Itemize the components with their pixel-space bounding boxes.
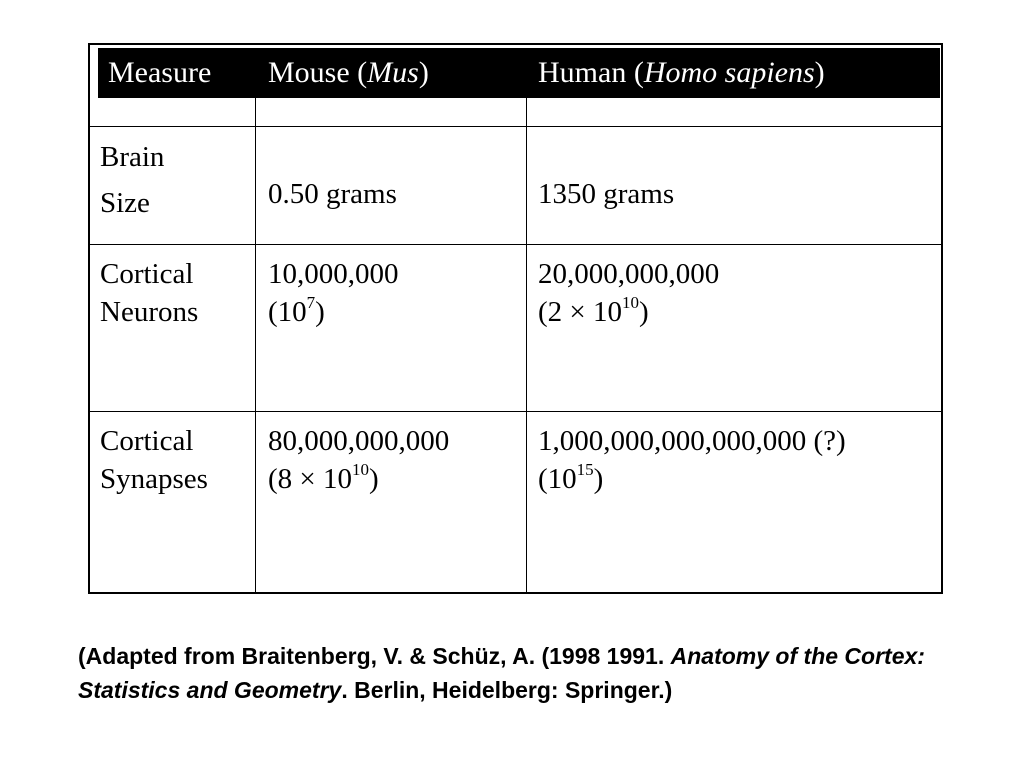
sci-close: ) — [315, 296, 325, 328]
row-cortical-synapses-mouse — [268, 422, 449, 498]
column-divider — [526, 98, 527, 593]
row-cortical-neurons-human — [538, 255, 719, 331]
header-human-prefix: Human ( — [538, 56, 644, 89]
row-divider — [89, 244, 941, 245]
header-human — [538, 56, 825, 90]
row-cortical-synapses-measure — [100, 422, 208, 498]
human-value: 1,000,000,000,000,000 (?) — [538, 425, 846, 457]
measure-line2: Neurons — [100, 296, 199, 328]
sci-exponent: 10 — [622, 293, 640, 313]
header-mouse-species: Mus — [367, 56, 419, 89]
sci-base: (10 — [538, 463, 577, 495]
human-sci-notation — [538, 460, 846, 498]
human-value: 20,000,000,000 — [538, 258, 720, 290]
row-divider — [89, 126, 941, 127]
column-divider — [255, 98, 256, 593]
header-human-suffix: ) — [814, 56, 825, 89]
sci-close: ) — [639, 296, 649, 328]
sci-close: ) — [369, 463, 379, 495]
header-mouse-suffix: ) — [418, 56, 429, 89]
citation-publisher: . Berlin, Heidelberg: Springer.) — [341, 677, 673, 703]
human-value: 1350 grams — [538, 178, 675, 210]
mouse-value: 10,000,000 — [268, 258, 399, 290]
row-cortical-neurons-measure — [100, 255, 198, 331]
human-sci-notation — [538, 293, 719, 331]
header-human-species: Homo sapiens — [643, 56, 815, 89]
row-cortical-synapses-human — [538, 422, 846, 498]
row-brain-size-mouse — [268, 175, 397, 213]
measure-line2: Size — [100, 187, 150, 219]
measure-line1: Cortical — [100, 425, 194, 457]
header-measure-label: Measure — [108, 56, 212, 89]
sci-exponent: 15 — [576, 460, 594, 480]
header-mouse — [268, 56, 429, 90]
citation-text — [78, 639, 988, 707]
mouse-value: 0.50 grams — [268, 178, 397, 210]
row-brain-size-human — [538, 175, 674, 213]
row-brain-size-measure — [100, 138, 164, 222]
sci-base: (8 × 10 — [268, 463, 353, 495]
citation-book-title: Anatomy of the Cortex: Statistics and Geometry — [78, 643, 925, 703]
row-cortical-neurons-mouse — [268, 255, 399, 331]
measure-line1: Brain — [100, 141, 165, 173]
measure-line2: Synapses — [100, 463, 208, 495]
measure-line1: Cortical — [100, 258, 194, 290]
sci-base: (2 × 10 — [538, 296, 623, 328]
header-mouse-prefix: Mouse ( — [268, 56, 368, 89]
row-divider — [89, 411, 941, 412]
sci-base: (10 — [268, 296, 307, 328]
sci-close: ) — [593, 463, 604, 495]
citation-authors: (Adapted from Braitenberg, V. & Schüz, A. (1998 1991. — [78, 643, 671, 669]
mouse-value: 80,000,000,000 — [268, 425, 450, 457]
sci-exponent: 10 — [352, 460, 370, 480]
mouse-sci-notation — [268, 293, 399, 331]
header-measure — [108, 56, 211, 90]
mouse-sci-notation — [268, 460, 449, 498]
sci-exponent: 7 — [306, 293, 316, 313]
